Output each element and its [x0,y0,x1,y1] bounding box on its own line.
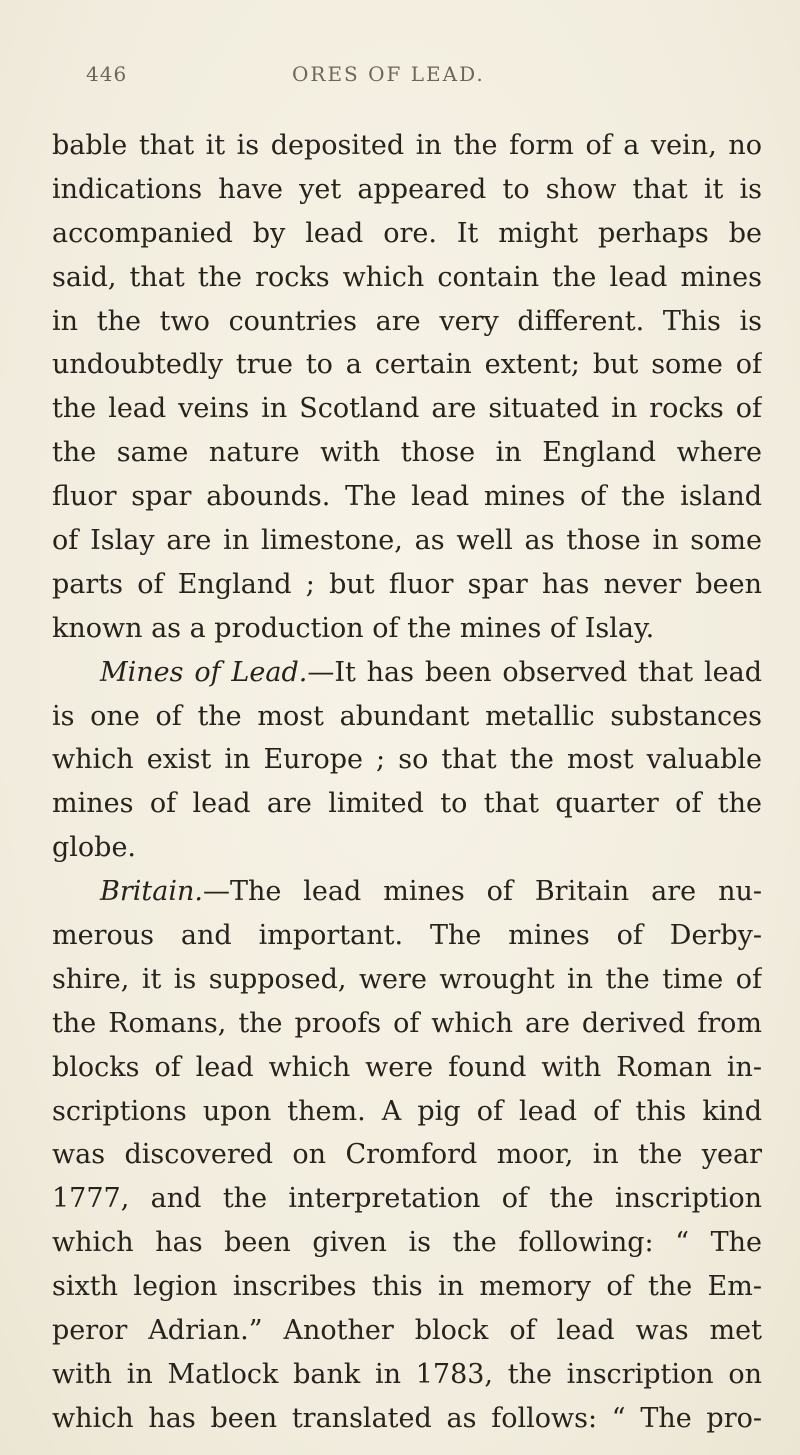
section-heading-mines-of-lead: Mines of Lead. [100,656,308,688]
text-line: undoubtedly true to a certain extent; but some of [52,349,762,381]
text-line: merous and important. The mines of Derby- [52,920,762,952]
text-line: was discovered on Cromford moor, in the year [52,1139,762,1171]
running-head [86,62,766,98]
text-line: scriptions upon them. A pig of lead of this kind [52,1095,762,1127]
text-line: parts of England ; but fluor spar has never been [52,568,762,600]
text-line: fluor spar abounds. The lead mines of the island [52,481,762,513]
running-title: ORES OF LEAD. [292,62,485,86]
text-line: globe. [52,832,137,864]
text-line: shire, it is supposed, were wrought in the time of [52,963,762,995]
page-number: 446 [86,62,128,86]
text-line: the Romans, the proofs of which are derived from [52,1007,762,1039]
text-line: blocks of lead which were found with Roman in- [52,1051,762,1083]
text-line: which has been given is the following: “ The [52,1227,762,1259]
section-heading-rest: —The lead mines of Britain are nu- [202,876,762,908]
text-line: indications have yet appeared to show that it is [52,173,762,205]
text-line: in the two countries are very different. This is [52,305,762,337]
text-line: of Islay are in limestone, as well as those in some [52,525,762,557]
body-text [52,124,762,1441]
text-line: peror Adrian.” Another block of lead was met [52,1315,762,1347]
text-line: sixth legion inscribes this in memory of the Em- [52,1271,762,1303]
text-line: 1777, and the interpretation of the inscription [52,1183,762,1215]
text-line: the lead veins in Scotland are situated in rocks of [52,393,762,425]
text-line: bable that it is deposited in the form of a vein, no [52,130,762,161]
text-line: which exist in Europe ; so that the most valuable [52,744,762,776]
section-line-britain [52,870,762,914]
section-heading-rest: —It has been observed that lead [307,656,762,688]
text-line: is one of the most abundant metallic substances [52,700,762,732]
text-line: mines of lead are limited to that quarter of the [52,788,762,820]
text-line: with in Matlock bank in 1783, the inscription on [52,1358,762,1390]
section-heading-britain: Britain. [100,876,203,908]
text-line: known as a production of the mines of Islay. [52,612,655,644]
text-line: the same nature with those in England where [52,437,762,469]
text-line: accompanied by lead ore. It might perhaps be [52,217,762,249]
text-line: which has been translated as follows: “ The pro- [52,1402,762,1434]
section-line-mines-of-lead [52,651,762,695]
text-line: said, that the rocks which contain the lead mines [52,261,762,293]
